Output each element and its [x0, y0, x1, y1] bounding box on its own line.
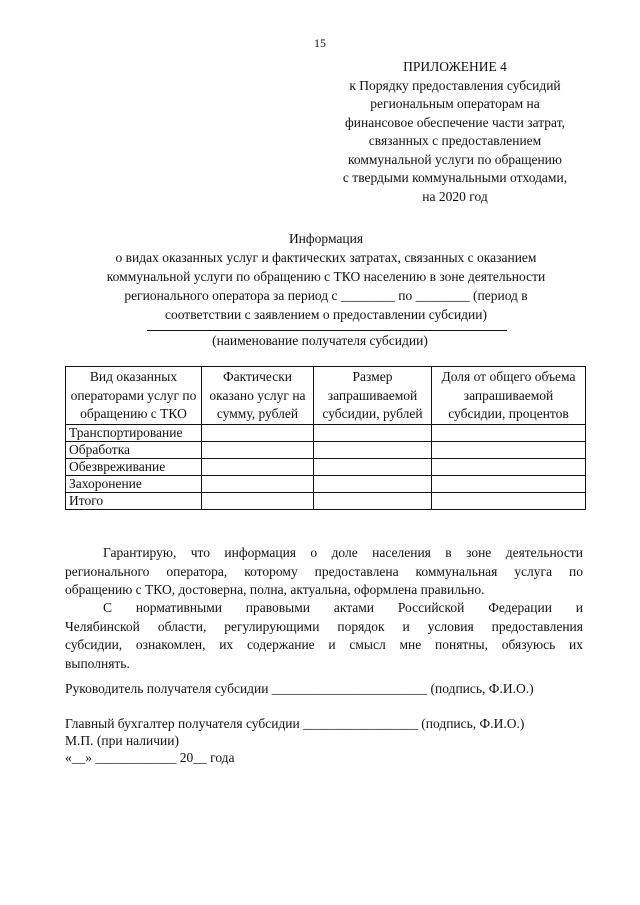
table-header-row: [66, 367, 586, 425]
page-number: 15: [314, 36, 326, 50]
recipient-name-line: [147, 330, 507, 331]
appendix-line: коммунальной услуги по обращению: [347, 151, 562, 167]
column-header-service-type: Вид оказанных операторами услуг по обращению с ТКО: [66, 367, 202, 425]
paragraph-line: выполнять.: [65, 655, 130, 671]
paragraph-line: Гарантирую, что информация о доле населения в зоне деятельности: [103, 545, 583, 560]
appendix-block: [300, 58, 610, 206]
info-heading: Информация: [288, 231, 364, 246]
appendix-line: на 2020 год: [422, 188, 488, 204]
table-cell: [202, 458, 314, 475]
appendix-title: ПРИЛОЖЕНИЕ 4: [403, 59, 507, 74]
date-line: «__» ____________ 20__ года: [65, 750, 235, 765]
column-header-actual-amount: Фактически оказано услуг на сумму, рублей: [202, 367, 314, 425]
table-cell: [314, 492, 432, 509]
column-header-share: Доля от общего объема запрашиваемой субсидии, процентов: [432, 367, 586, 425]
table-cell: [202, 492, 314, 509]
table-cell: [314, 424, 432, 441]
table-cell: [432, 475, 586, 492]
paragraph-line: С нормативными правовыми актами Российской Федерации и: [103, 600, 583, 615]
table-cell: [314, 475, 432, 492]
row-label-total: Итого: [66, 492, 202, 509]
table-cell: [432, 441, 586, 458]
head-signature-line: Руководитель получателя субсидии _______________________ (подпись, Ф.И.О.): [65, 681, 534, 696]
row-label-transport: Транспортирование: [66, 424, 202, 441]
recipient-caption: (наименование получателя субсидии): [212, 333, 428, 348]
table-cell: [432, 458, 586, 475]
info-block: [70, 229, 582, 324]
table-cell: [432, 492, 586, 509]
guarantee-paragraph: [65, 544, 583, 600]
table-cell: [314, 458, 432, 475]
appendix-line: связанных с предоставлением: [368, 133, 542, 148]
table-row: [66, 458, 586, 475]
info-line: соответствии с заявлением о предоставлении субсидии): [164, 307, 488, 322]
column-header-subsidy-size: Размер запрашиваемой субсидии, рублей: [314, 367, 432, 425]
paragraph-line: субсидии, ознакомлен, их содержание и смысл мне понятны, обязуюсь их: [65, 637, 583, 652]
row-label-processing: Обработка: [66, 441, 202, 458]
row-label-disposal: Захоронение: [66, 475, 202, 492]
info-line: о видах оказанных услуг и фактических затратах, связанных с оказанием: [115, 250, 537, 265]
table-cell: [202, 424, 314, 441]
accountant-signature-line: Главный бухгалтер получателя субсидии _________________ (подпись, Ф.И.О.): [65, 716, 525, 731]
table-cell: [432, 424, 586, 441]
paragraph-line: Челябинской области, регулирующими порядок и условия предоставления: [65, 618, 583, 634]
services-table: [65, 366, 586, 510]
appendix-line: региональным операторам на: [370, 96, 540, 111]
table-row: [66, 441, 586, 458]
table-row: [66, 475, 586, 492]
row-label-neutralization: Обезвреживание: [66, 458, 202, 475]
appendix-line: к Порядку предоставления субсидий: [349, 77, 561, 93]
appendix-line: финансовое обеспечение части затрат,: [345, 114, 565, 130]
info-line: коммунальной услуги по обращению с ТКО населению в зоне деятельности: [106, 269, 546, 284]
table-row: [66, 424, 586, 441]
acknowledgement-paragraph: [65, 599, 583, 673]
table-cell: [202, 475, 314, 492]
info-line: регионального оператора за период с ________ по ________ (период в: [124, 288, 528, 303]
table-row: [66, 492, 586, 509]
paragraph-line: регионального оператора, которому предоставлена коммунальная услуга по: [65, 563, 583, 579]
appendix-line: с твердыми коммунальными отходами,: [342, 170, 568, 185]
table-cell: [202, 441, 314, 458]
paragraph-line: обращению с ТКО, достоверна, полна, актуальна, оформлена правильно.: [65, 582, 485, 597]
table-cell: [314, 441, 432, 458]
seal-note: М.П. (при наличии): [65, 733, 179, 748]
